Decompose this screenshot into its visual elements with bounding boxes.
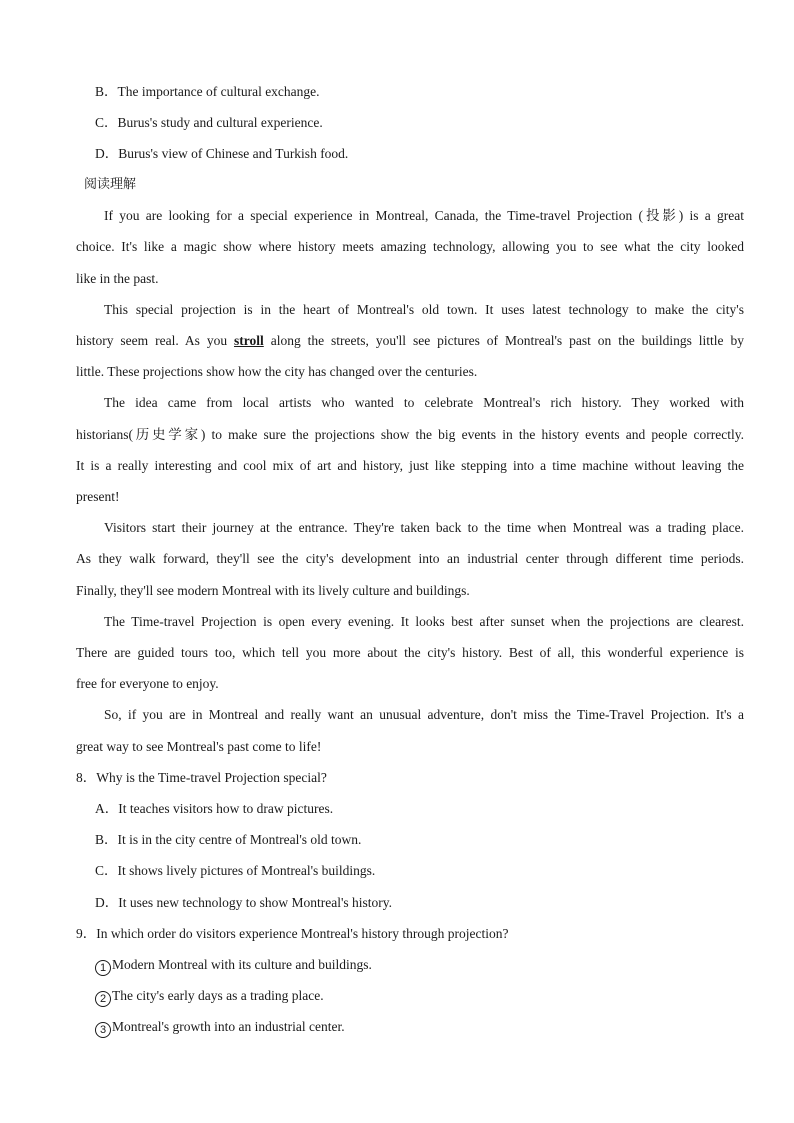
option-d: D．Burus's view of Chinese and Turkish food. — [95, 146, 349, 161]
question-9-item-3 — [95, 1017, 345, 1038]
question-8-option-d: D．It uses new technology to show Montreal's history. — [95, 895, 393, 910]
question-8-option-c: C．It shows lively pictures of Montreal's buildings. — [95, 863, 376, 878]
question-9-stem: 9．In which order do visitors experience Montreal's history through projection? — [76, 926, 509, 941]
question-8-stem: 8．Why is the Time-travel Projection special? — [76, 770, 327, 785]
passage-line: choice. It's like a magic show where history meets amazing technology, allowing you to see what the city looked — [76, 239, 744, 254]
circled-number-3: 3 — [95, 1022, 111, 1038]
passage-line: The idea came from local artists who wanted to celebrate Montreal's rich history. They worked with — [104, 395, 744, 410]
passage-text: along the streets, you'll see pictures of Montreal's past on the buildings little by — [263, 333, 744, 348]
passage-line: great way to see Montreal's past come to life! — [76, 739, 322, 754]
circled-number-2: 2 — [95, 991, 111, 1007]
passage-line: The Time-travel Projection is open every evening. It looks best after sunset when the projections are clearest. — [104, 614, 744, 629]
passage-line: So, if you are in Montreal and really want an unusual adventure, don't miss the Time-Travel Projection. It's a — [104, 707, 744, 722]
question-8-option-a: A．It teaches visitors how to draw pictures. — [95, 801, 334, 816]
passage-line — [76, 331, 744, 351]
question-9-item-1 — [95, 955, 372, 976]
circled-number-1: 1 — [95, 960, 111, 976]
highlighted-word-stroll: stroll — [234, 333, 264, 348]
passage-text: history seem real. As you — [76, 333, 235, 348]
passage-line: present! — [76, 489, 120, 504]
item-text: Montreal's growth into an industrial center. — [112, 1019, 345, 1034]
passage-line: If you are looking for a special experience in Montreal, Canada, the Time-travel Projection (投影) is a great — [104, 208, 744, 223]
passage-line: historians(历史学家) to make sure the projections show the big events in the history events and people correctly. — [76, 427, 744, 442]
passage-line: Visitors start their journey at the entrance. They're taken back to the time when Montreal was a trading place. — [104, 520, 744, 535]
passage-line: like in the past. — [76, 271, 159, 286]
question-8-option-b: B．It is in the city centre of Montreal's old town. — [95, 832, 362, 847]
option-b: B．The importance of cultural exchange. — [95, 84, 320, 99]
passage-line: This special projection is in the heart of Montreal's old town. It uses latest technology to make the city's — [104, 302, 744, 317]
passage-line: There are guided tours too, which tell you more about the city's history. Best of all, this wonderful experience is — [76, 645, 744, 660]
passage-line: As they walk forward, they'll see the city's development into an industrial center through different time periods. — [76, 551, 744, 566]
passage-line: little. These projections show how the city has changed over the centuries. — [76, 364, 478, 379]
option-c: C．Burus's study and cultural experience. — [95, 115, 323, 130]
question-9-item-2 — [95, 986, 324, 1007]
passage-line: free for everyone to enjoy. — [76, 676, 219, 691]
section-title: 阅读理解 — [84, 177, 137, 192]
passage-line: Finally, they'll see modern Montreal with its lively culture and buildings. — [76, 583, 470, 598]
item-text: The city's early days as a trading place. — [112, 988, 324, 1003]
passage-line: It is a really interesting and cool mix of art and history, just like stepping into a time machine without leaving the — [76, 458, 744, 473]
item-text: Modern Montreal with its culture and buildings. — [112, 957, 372, 972]
